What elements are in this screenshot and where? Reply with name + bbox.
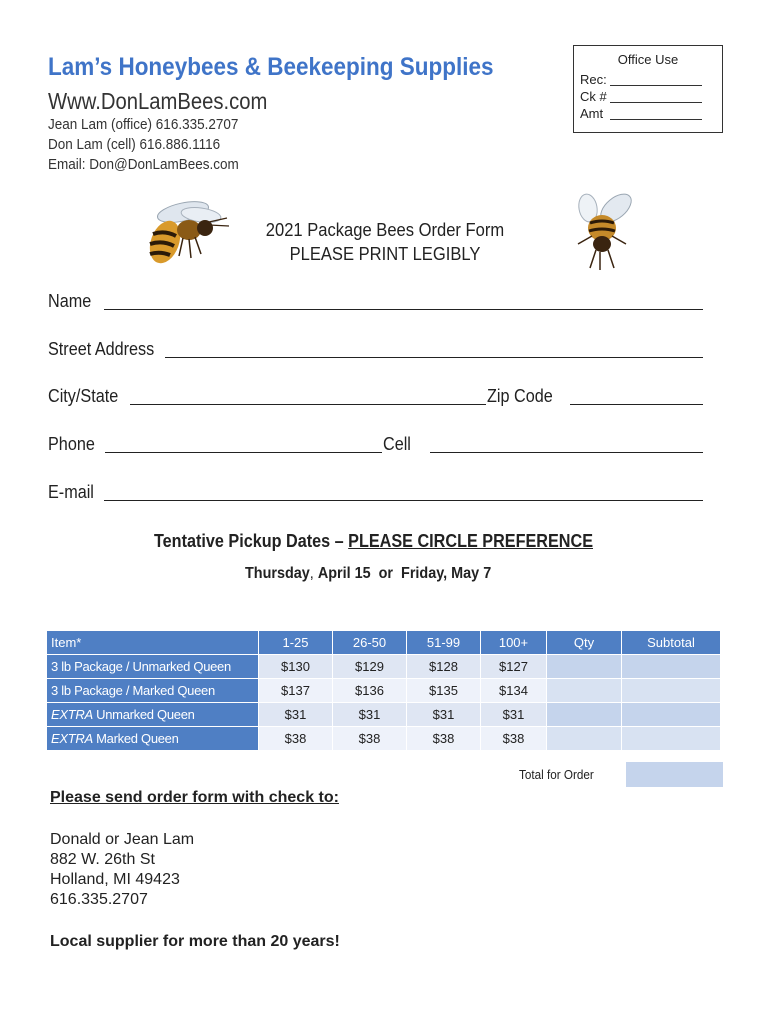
form-subtitle: PLEASE PRINT LEGIBLY (289, 244, 481, 264)
contact-email: Email: Don@DonLamBees.com (48, 156, 239, 173)
city-state-label: City/State (48, 386, 119, 406)
office-check-line[interactable] (610, 102, 702, 103)
pickup-or: or (378, 565, 394, 582)
price-cell: $31 (407, 703, 481, 727)
mail-address-line: 616.335.2707 (50, 891, 148, 908)
office-rec-line[interactable] (610, 85, 702, 86)
subtotal-input-cell[interactable] (622, 727, 721, 751)
zip-label: Zip Code (487, 386, 553, 406)
form-title: 2021 Package Bees Order Form (265, 220, 505, 240)
col-51-99-header: 51-99 (407, 631, 481, 655)
office-check-label: Ck # (580, 89, 607, 104)
item-name: 3 lb Package / Unmarked Queen (51, 659, 231, 674)
row-item-label (47, 703, 259, 727)
price-cell: $137 (259, 679, 333, 703)
contact-office: Jean Lam (office) 616.335.2707 (48, 116, 239, 133)
office-rec-label: Rec: (580, 72, 607, 87)
price-cell: $31 (481, 703, 547, 727)
item-name: Unmarked Queen (92, 707, 195, 722)
phone-label: Phone (48, 434, 95, 454)
total-label: Total for Order (519, 767, 594, 782)
website-link[interactable]: Www.DonLamBees.com (48, 88, 268, 114)
table-row (47, 727, 721, 751)
footer-tagline: Local supplier for more than 20 years! (50, 933, 340, 950)
office-amt-line[interactable] (610, 119, 702, 120)
table-header-row (47, 631, 721, 655)
order-table (46, 630, 721, 751)
col-qty-header: Qty (547, 631, 622, 655)
qty-input-cell[interactable] (547, 655, 622, 679)
email-line[interactable] (104, 500, 703, 501)
subtotal-input-cell[interactable] (622, 703, 721, 727)
row-item-label (47, 679, 259, 703)
price-cell: $129 (333, 655, 407, 679)
business-name: Lam’s Honeybees & Beekeeping Supplies (48, 53, 494, 81)
table-row (47, 655, 721, 679)
mail-address-line: Donald or Jean Lam (50, 831, 195, 848)
qty-input-cell[interactable] (547, 703, 622, 727)
price-cell: $38 (333, 727, 407, 751)
table-row (47, 703, 721, 727)
price-cell: $136 (333, 679, 407, 703)
price-cell: $38 (407, 727, 481, 751)
pickup-emphasis: PLEASE CIRCLE PREFERENCE (348, 531, 594, 551)
pickup-date1-rest[interactable]: April 15 (317, 565, 371, 582)
price-cell: $135 (407, 679, 481, 703)
price-cell: $31 (259, 703, 333, 727)
qty-input-cell[interactable] (547, 727, 622, 751)
office-amt-label: Amt (580, 106, 604, 121)
price-cell: $128 (407, 655, 481, 679)
row-item-label (47, 655, 259, 679)
item-emphasis: EXTRA (51, 731, 93, 746)
qty-input-cell[interactable] (547, 679, 622, 703)
cell-line[interactable] (430, 452, 703, 453)
price-cell: $130 (259, 655, 333, 679)
mail-address-line: Holland, MI 49423 (50, 871, 180, 888)
contact-cell: Don Lam (cell) 616.886.1116 (48, 136, 221, 153)
pickup-date1-day[interactable]: Thursday (244, 565, 310, 582)
table-row (47, 679, 721, 703)
street-line[interactable] (165, 357, 703, 358)
price-cell: $134 (481, 679, 547, 703)
total-input-cell[interactable] (626, 762, 723, 787)
col-item-header: Item* (47, 631, 259, 655)
mail-address-line: 882 W. 26th St (50, 851, 155, 868)
zip-line[interactable] (570, 404, 703, 405)
name-label: Name (48, 291, 92, 311)
street-label: Street Address (48, 339, 155, 359)
mail-heading: Please send order form with check to: (50, 789, 339, 806)
pickup-date2[interactable]: Friday, May 7 (401, 565, 492, 582)
item-name: 3 lb Package / Marked Queen (51, 683, 215, 698)
subtotal-input-cell[interactable] (622, 679, 721, 703)
subtotal-input-cell[interactable] (622, 655, 721, 679)
office-use-box (573, 45, 723, 133)
item-name: Marked Queen (92, 731, 179, 746)
item-emphasis: EXTRA (51, 707, 93, 722)
pickup-prefix: Tentative Pickup Dates – (153, 531, 349, 551)
price-cell: $127 (481, 655, 547, 679)
phone-line[interactable] (105, 452, 382, 453)
office-use-title: Office Use (617, 52, 679, 67)
price-cell: $38 (481, 727, 547, 751)
col-subtotal-header: Subtotal (622, 631, 721, 655)
price-cell: $38 (259, 727, 333, 751)
city-state-line[interactable] (130, 404, 486, 405)
pickup-dates: Thursday, April 15 or Friday, May 7 (244, 565, 492, 582)
col-100-plus-header: 100+ (481, 631, 547, 655)
cell-label: Cell (383, 434, 411, 454)
col-1-25-header: 1-25 (259, 631, 333, 655)
row-item-label (47, 727, 259, 751)
col-26-50-header: 26-50 (333, 631, 407, 655)
price-cell: $31 (333, 703, 407, 727)
name-line[interactable] (104, 309, 703, 310)
pickup-heading (0, 531, 747, 552)
email-label: E-mail (48, 482, 94, 502)
